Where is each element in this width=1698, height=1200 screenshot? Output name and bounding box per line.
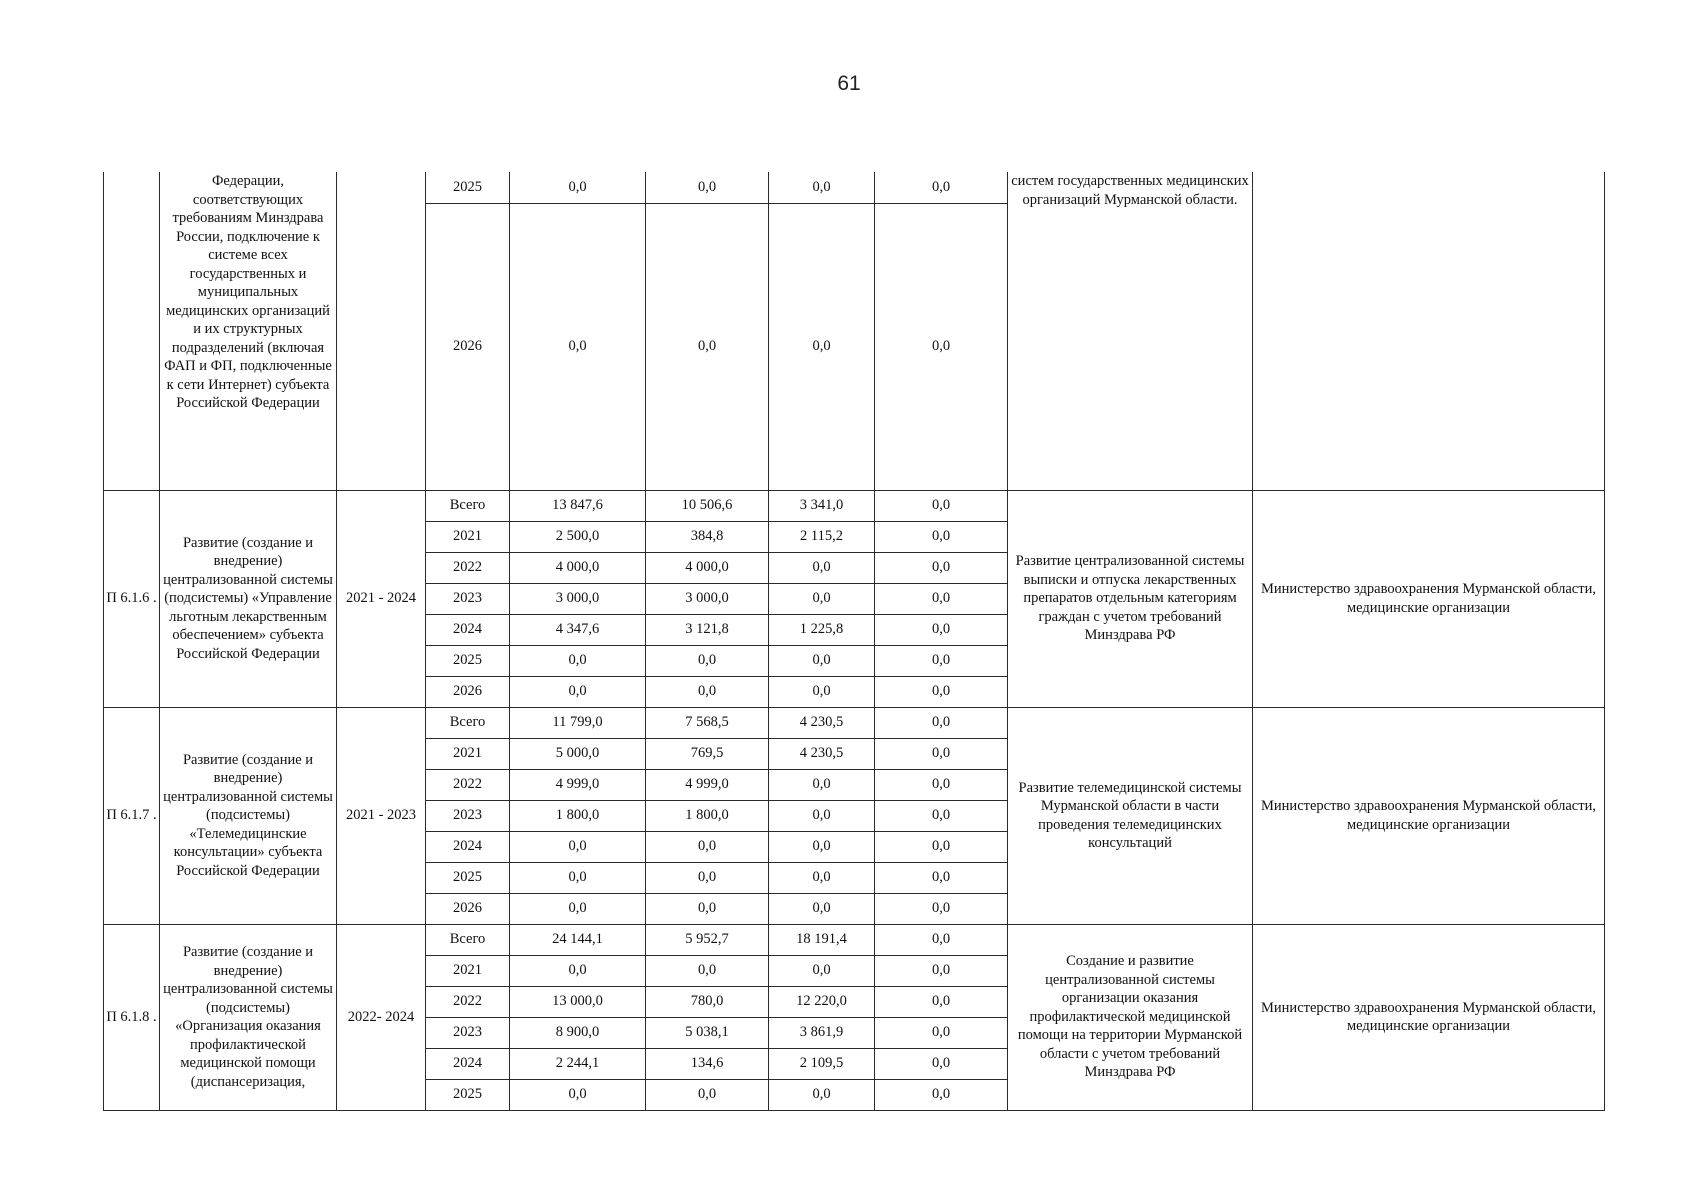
year-cell: 2026 <box>426 203 510 490</box>
amount-cell: 2 109,5 <box>769 1048 875 1079</box>
amount-cell: 0,0 <box>875 645 1008 676</box>
amount-cell: 4 000,0 <box>646 552 769 583</box>
result-cell: систем государственных медицинских организаций Мурманской области. <box>1008 172 1253 490</box>
amount-cell: 0,0 <box>875 800 1008 831</box>
measure-name-cell: Развитие (создание и внедрение) централизованной системы (подсистемы) «Телемедицинские консультации» субъекта Российской Федерации <box>160 707 337 924</box>
result-cell: Развитие централизованной системы выписки и отпуска лекарственных препаратов отдельным категориям граждан с учетом требований Минздрава РФ <box>1008 490 1253 707</box>
amount-cell: 3 000,0 <box>646 583 769 614</box>
amount-cell: 0,0 <box>875 1079 1008 1110</box>
amount-cell: 13 000,0 <box>510 986 646 1017</box>
amount-cell: 0,0 <box>875 986 1008 1017</box>
year-cell: 2024 <box>426 614 510 645</box>
amount-cell: 0,0 <box>769 800 875 831</box>
code-cell: П 6.1.8 . <box>104 924 160 1110</box>
amount-cell: 1 800,0 <box>510 800 646 831</box>
amount-cell: 0,0 <box>510 172 646 203</box>
amount-cell: 0,0 <box>510 955 646 986</box>
amount-cell: 0,0 <box>510 676 646 707</box>
amount-cell: 0,0 <box>510 831 646 862</box>
year-cell: 2021 <box>426 955 510 986</box>
amount-cell: 0,0 <box>510 645 646 676</box>
amount-cell: 0,0 <box>510 1079 646 1110</box>
amount-cell: 0,0 <box>769 645 875 676</box>
amount-cell: 5 952,7 <box>646 924 769 955</box>
year-cell: 2023 <box>426 583 510 614</box>
amount-cell: 780,0 <box>646 986 769 1017</box>
amount-cell: 0,0 <box>875 924 1008 955</box>
measure-name-cell: Федерации, соответствующих требованиям Минздрава России, подключение к системе всех государственных и муниципальных медицинских организаций и их структурных подразделений (включая ФАП и ФП, подключенные к сети Интернет) субъекта Российской Федерации <box>160 172 337 490</box>
amount-cell: 0,0 <box>875 676 1008 707</box>
amount-cell: 0,0 <box>646 1079 769 1110</box>
year-cell: Всего <box>426 707 510 738</box>
amount-cell: 0,0 <box>769 955 875 986</box>
amount-cell: 0,0 <box>875 1048 1008 1079</box>
amount-cell: 3 000,0 <box>510 583 646 614</box>
amount-cell: 0,0 <box>646 172 769 203</box>
amount-cell: 1 800,0 <box>646 800 769 831</box>
amount-cell: 0,0 <box>875 614 1008 645</box>
amount-cell: 0,0 <box>646 676 769 707</box>
period-cell: 2022- 2024 <box>337 924 426 1110</box>
amount-cell: 0,0 <box>510 862 646 893</box>
year-cell: 2023 <box>426 1017 510 1048</box>
amount-cell: 0,0 <box>875 583 1008 614</box>
amount-cell: 0,0 <box>769 862 875 893</box>
year-cell: 2025 <box>426 645 510 676</box>
year-cell: 2024 <box>426 831 510 862</box>
executor-cell <box>1253 172 1605 490</box>
table-row <box>104 707 1605 738</box>
amount-cell: 4 347,6 <box>510 614 646 645</box>
amount-cell: 0,0 <box>875 893 1008 924</box>
year-cell: Всего <box>426 924 510 955</box>
code-cell <box>104 172 160 490</box>
amount-cell: 0,0 <box>769 1079 875 1110</box>
amount-cell: 0,0 <box>875 521 1008 552</box>
year-cell: 2022 <box>426 986 510 1017</box>
amount-cell: 0,0 <box>875 769 1008 800</box>
amount-cell: 4 999,0 <box>510 769 646 800</box>
amount-cell: 0,0 <box>875 862 1008 893</box>
amount-cell: 13 847,6 <box>510 490 646 521</box>
amount-cell: 8 900,0 <box>510 1017 646 1048</box>
amount-cell: 4 999,0 <box>646 769 769 800</box>
year-cell: 2025 <box>426 1079 510 1110</box>
amount-cell: 0,0 <box>510 893 646 924</box>
year-cell: 2024 <box>426 1048 510 1079</box>
measure-name-cell: Развитие (создание и внедрение) централизованной системы (подсистемы) «Организация оказания профилактической медицинской помощи (диспансеризация, <box>160 924 337 1110</box>
executor-cell: Министерство здравоохранения Мурманской области, медицинские организации <box>1253 707 1605 924</box>
amount-cell: 0,0 <box>646 203 769 490</box>
amount-cell: 2 244,1 <box>510 1048 646 1079</box>
amount-cell: 0,0 <box>875 955 1008 986</box>
year-cell: 2022 <box>426 769 510 800</box>
amount-cell: 5 038,1 <box>646 1017 769 1048</box>
amount-cell: 2 500,0 <box>510 521 646 552</box>
amount-cell: 3 861,9 <box>769 1017 875 1048</box>
result-cell: Создание и развитие централизованной системы организации оказания профилактической медицинской помощи на территории Мурманской области с учетом требований Минздрава РФ <box>1008 924 1253 1110</box>
code-cell: П 6.1.6 . <box>104 490 160 707</box>
amount-cell: 0,0 <box>875 1017 1008 1048</box>
amount-cell: 0,0 <box>875 707 1008 738</box>
table-row <box>104 490 1605 521</box>
amount-cell: 0,0 <box>875 552 1008 583</box>
amount-cell: 0,0 <box>646 862 769 893</box>
executor-cell: Министерство здравоохранения Мурманской области, медицинские организации <box>1253 924 1605 1110</box>
year-cell: 2026 <box>426 676 510 707</box>
year-cell: 2025 <box>426 862 510 893</box>
amount-cell: 0,0 <box>875 490 1008 521</box>
amount-cell: 0,0 <box>875 172 1008 203</box>
amount-cell: 3 341,0 <box>769 490 875 521</box>
period-cell: 2021 - 2024 <box>337 490 426 707</box>
year-cell: 2025 <box>426 172 510 203</box>
amount-cell: 4 230,5 <box>769 738 875 769</box>
period-cell: 2021 - 2023 <box>337 707 426 924</box>
program-table <box>103 172 1605 1111</box>
amount-cell: 0,0 <box>875 738 1008 769</box>
amount-cell: 2 115,2 <box>769 521 875 552</box>
amount-cell: 24 144,1 <box>510 924 646 955</box>
amount-cell: 0,0 <box>875 203 1008 490</box>
page-number: 61 <box>837 72 861 95</box>
amount-cell: 1 225,8 <box>769 614 875 645</box>
amount-cell: 0,0 <box>875 831 1008 862</box>
period-cell <box>337 172 426 490</box>
amount-cell: 769,5 <box>646 738 769 769</box>
amount-cell: 0,0 <box>646 831 769 862</box>
amount-cell: 11 799,0 <box>510 707 646 738</box>
year-cell: 2021 <box>426 521 510 552</box>
amount-cell: 12 220,0 <box>769 986 875 1017</box>
amount-cell: 0,0 <box>646 955 769 986</box>
year-cell: 2021 <box>426 738 510 769</box>
amount-cell: 0,0 <box>769 552 875 583</box>
amount-cell: 0,0 <box>769 893 875 924</box>
amount-cell: 3 121,8 <box>646 614 769 645</box>
amount-cell: 18 191,4 <box>769 924 875 955</box>
amount-cell: 0,0 <box>769 769 875 800</box>
amount-cell: 134,6 <box>646 1048 769 1079</box>
year-cell: Всего <box>426 490 510 521</box>
year-cell: 2023 <box>426 800 510 831</box>
amount-cell: 5 000,0 <box>510 738 646 769</box>
amount-cell: 4 000,0 <box>510 552 646 583</box>
amount-cell: 10 506,6 <box>646 490 769 521</box>
year-cell: 2026 <box>426 893 510 924</box>
table-row <box>104 172 1605 203</box>
amount-cell: 0,0 <box>769 676 875 707</box>
amount-cell: 384,8 <box>646 521 769 552</box>
executor-cell: Министерство здравоохранения Мурманской области, медицинские организации <box>1253 490 1605 707</box>
amount-cell: 0,0 <box>769 172 875 203</box>
amount-cell: 0,0 <box>769 831 875 862</box>
result-cell: Развитие телемедицинской системы Мурманской области в части проведения телемедицинских консультаций <box>1008 707 1253 924</box>
amount-cell: 0,0 <box>769 203 875 490</box>
amount-cell: 0,0 <box>646 893 769 924</box>
code-cell: П 6.1.7 . <box>104 707 160 924</box>
table-row <box>104 924 1605 955</box>
year-cell: 2022 <box>426 552 510 583</box>
amount-cell: 0,0 <box>646 645 769 676</box>
amount-cell: 7 568,5 <box>646 707 769 738</box>
amount-cell: 0,0 <box>769 583 875 614</box>
amount-cell: 4 230,5 <box>769 707 875 738</box>
measure-name-cell: Развитие (создание и внедрение) централизованной системы (подсистемы) «Управление льготным лекарственным обеспечением» субъекта Российской Федерации <box>160 490 337 707</box>
amount-cell: 0,0 <box>510 203 646 490</box>
